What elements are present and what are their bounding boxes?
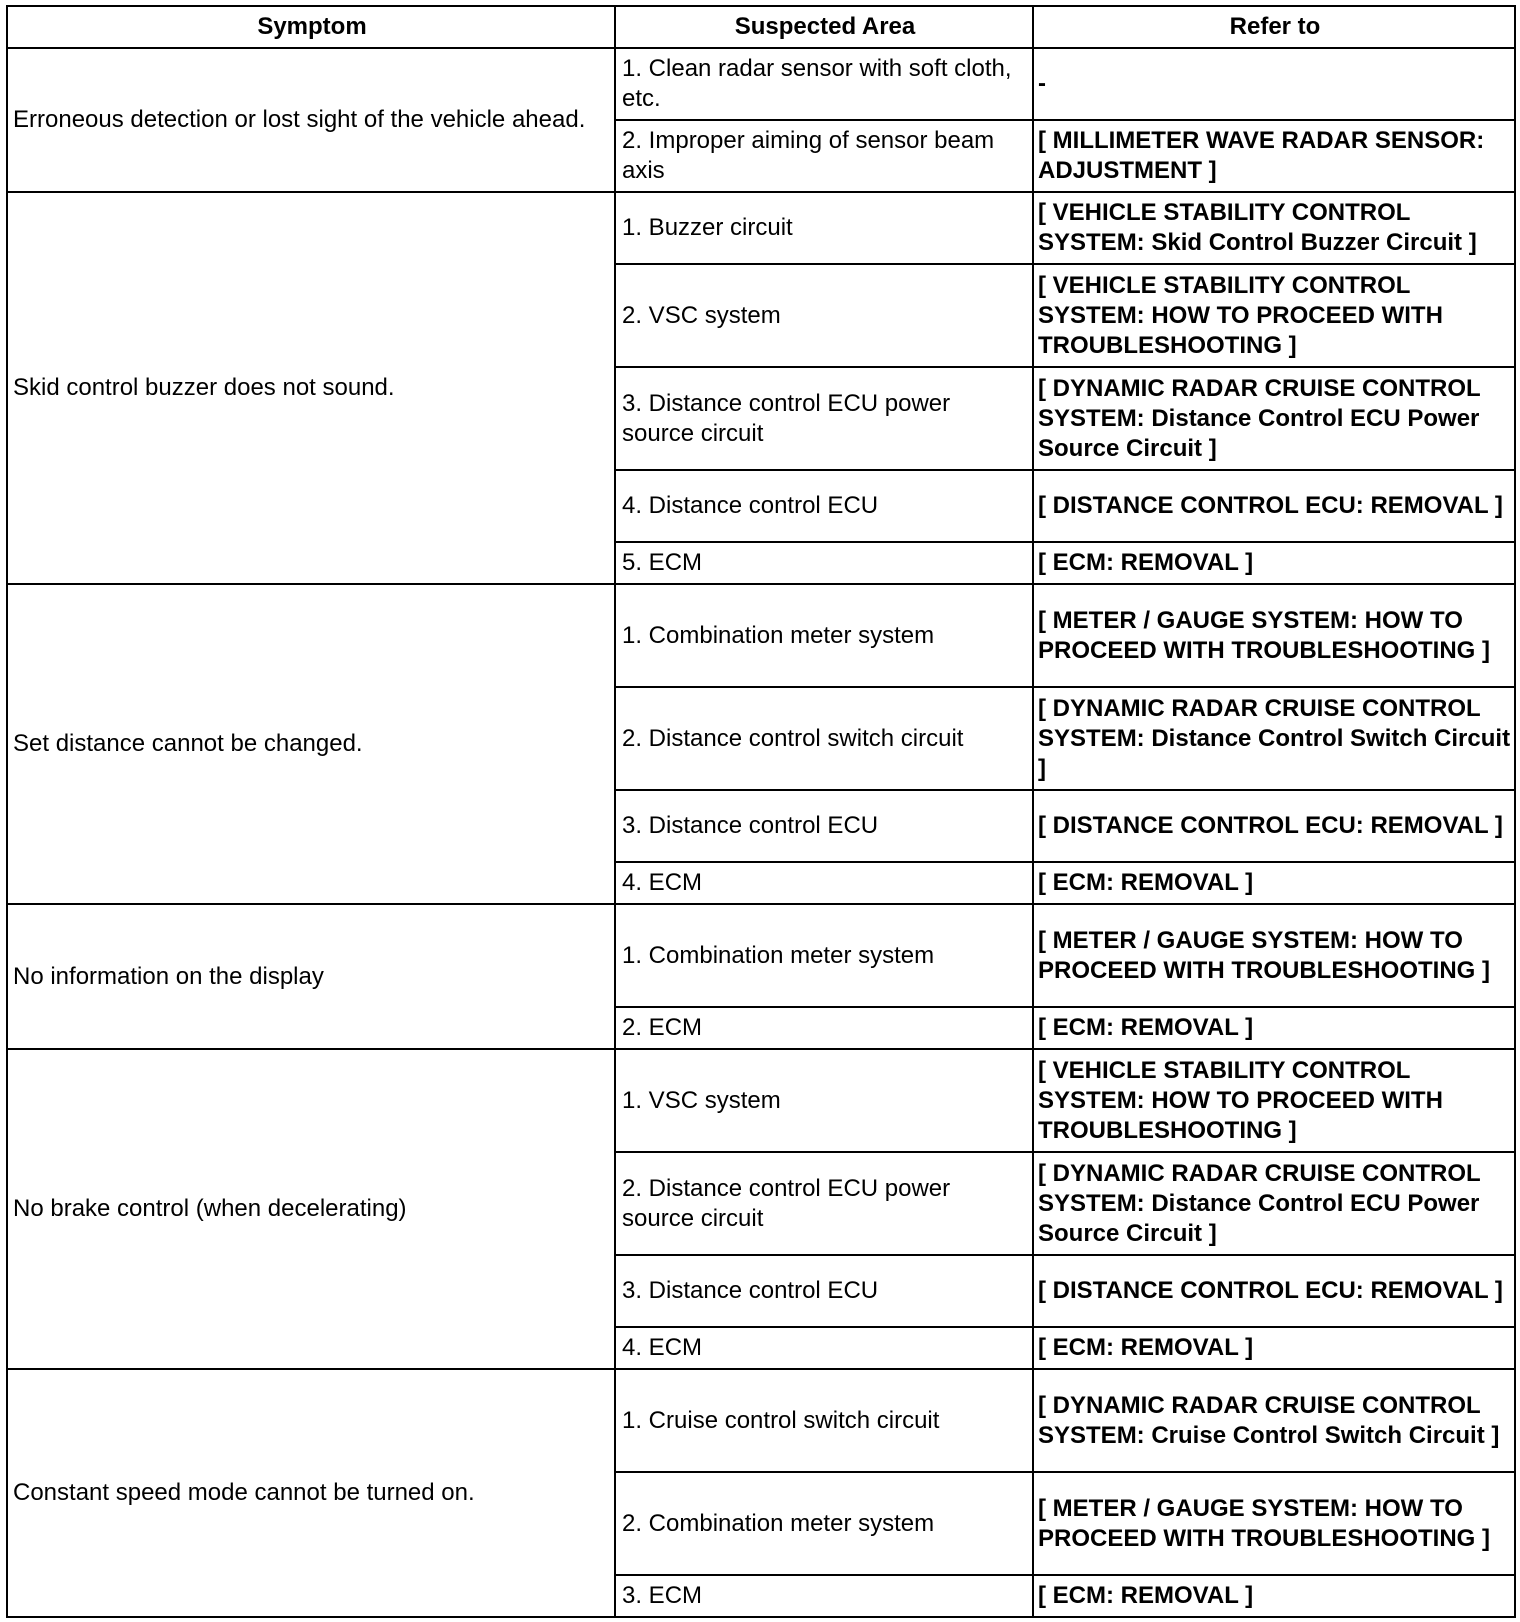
suspected-area-cell: 1. Buzzer circuit bbox=[615, 192, 1033, 264]
symptom-cell: Erroneous detection or lost sight of the vehicle ahead. bbox=[7, 48, 615, 192]
refer-to-cell: [ ECM: REMOVAL ] bbox=[1033, 1575, 1515, 1617]
table-row bbox=[7, 48, 1515, 120]
troubleshooting-table bbox=[6, 5, 1516, 1618]
symptom-cell: No information on the display bbox=[7, 904, 615, 1049]
refer-to-cell: [ ECM: REMOVAL ] bbox=[1033, 1007, 1515, 1049]
suspected-area-cell: 2. Improper aiming of sensor beam axis bbox=[615, 120, 1033, 192]
suspected-area-cell: 2. Combination meter system bbox=[615, 1472, 1033, 1575]
suspected-area-cell: 1. VSC system bbox=[615, 1049, 1033, 1152]
refer-to-cell: - bbox=[1033, 48, 1515, 120]
refer-to-cell: [ VEHICLE STABILITY CONTROL SYSTEM: Skid Control Buzzer Circuit ] bbox=[1033, 192, 1515, 264]
suspected-area-cell: 3. Distance control ECU power source circuit bbox=[615, 367, 1033, 470]
refer-to-cell: [ DISTANCE CONTROL ECU: REMOVAL ] bbox=[1033, 790, 1515, 862]
refer-to-cell: [ VEHICLE STABILITY CONTROL SYSTEM: HOW TO PROCEED WITH TROUBLESHOOTING ] bbox=[1033, 264, 1515, 367]
refer-to-cell: [ DYNAMIC RADAR CRUISE CONTROL SYSTEM: Distance Control Switch Circuit ] bbox=[1033, 687, 1515, 790]
table-row bbox=[7, 1049, 1515, 1152]
suspected-area-cell: 4. ECM bbox=[615, 862, 1033, 904]
suspected-area-cell: 2. VSC system bbox=[615, 264, 1033, 367]
table-row bbox=[7, 904, 1515, 1007]
suspected-area-cell: 4. ECM bbox=[615, 1327, 1033, 1369]
suspected-area-cell: 1. Clean radar sensor with soft cloth, etc. bbox=[615, 48, 1033, 120]
refer-to-cell: [ DISTANCE CONTROL ECU: REMOVAL ] bbox=[1033, 1255, 1515, 1327]
symptom-cell: Constant speed mode cannot be turned on. bbox=[7, 1369, 615, 1617]
refer-to-cell: [ METER / GAUGE SYSTEM: HOW TO PROCEED WITH TROUBLESHOOTING ] bbox=[1033, 904, 1515, 1007]
refer-to-cell: [ DISTANCE CONTROL ECU: REMOVAL ] bbox=[1033, 470, 1515, 542]
suspected-area-cell: 1. Combination meter system bbox=[615, 904, 1033, 1007]
table-row bbox=[7, 584, 1515, 687]
header-suspected-area: Suspected Area bbox=[615, 6, 1033, 48]
refer-to-cell: [ DYNAMIC RADAR CRUISE CONTROL SYSTEM: Cruise Control Switch Circuit ] bbox=[1033, 1369, 1515, 1472]
suspected-area-cell: 5. ECM bbox=[615, 542, 1033, 584]
refer-to-cell: [ METER / GAUGE SYSTEM: HOW TO PROCEED WITH TROUBLESHOOTING ] bbox=[1033, 584, 1515, 687]
suspected-area-cell: 2. ECM bbox=[615, 1007, 1033, 1049]
suspected-area-cell: 1. Combination meter system bbox=[615, 584, 1033, 687]
suspected-area-cell: 2. Distance control switch circuit bbox=[615, 687, 1033, 790]
header-refer-to: Refer to bbox=[1033, 6, 1515, 48]
refer-to-cell: [ ECM: REMOVAL ] bbox=[1033, 862, 1515, 904]
refer-to-cell: [ DYNAMIC RADAR CRUISE CONTROL SYSTEM: Distance Control ECU Power Source Circuit ] bbox=[1033, 1152, 1515, 1255]
symptom-cell: No brake control (when decelerating) bbox=[7, 1049, 615, 1369]
symptom-cell: Set distance cannot be changed. bbox=[7, 584, 615, 904]
suspected-area-cell: 4. Distance control ECU bbox=[615, 470, 1033, 542]
suspected-area-cell: 1. Cruise control switch circuit bbox=[615, 1369, 1033, 1472]
suspected-area-cell: 3. Distance control ECU bbox=[615, 790, 1033, 862]
refer-to-cell: [ METER / GAUGE SYSTEM: HOW TO PROCEED WITH TROUBLESHOOTING ] bbox=[1033, 1472, 1515, 1575]
refer-to-cell: [ MILLIMETER WAVE RADAR SENSOR: ADJUSTMENT ] bbox=[1033, 120, 1515, 192]
table-row bbox=[7, 192, 1515, 264]
refer-to-cell: [ ECM: REMOVAL ] bbox=[1033, 1327, 1515, 1369]
refer-to-cell: [ DYNAMIC RADAR CRUISE CONTROL SYSTEM: Distance Control ECU Power Source Circuit ] bbox=[1033, 367, 1515, 470]
refer-to-cell: [ VEHICLE STABILITY CONTROL SYSTEM: HOW TO PROCEED WITH TROUBLESHOOTING ] bbox=[1033, 1049, 1515, 1152]
suspected-area-cell: 2. Distance control ECU power source circuit bbox=[615, 1152, 1033, 1255]
table-row bbox=[7, 1369, 1515, 1472]
suspected-area-cell: 3. ECM bbox=[615, 1575, 1033, 1617]
suspected-area-cell: 3. Distance control ECU bbox=[615, 1255, 1033, 1327]
header-row bbox=[7, 6, 1515, 48]
refer-to-cell: [ ECM: REMOVAL ] bbox=[1033, 542, 1515, 584]
header-symptom: Symptom bbox=[7, 6, 615, 48]
symptom-cell: Skid control buzzer does not sound. bbox=[7, 192, 615, 584]
